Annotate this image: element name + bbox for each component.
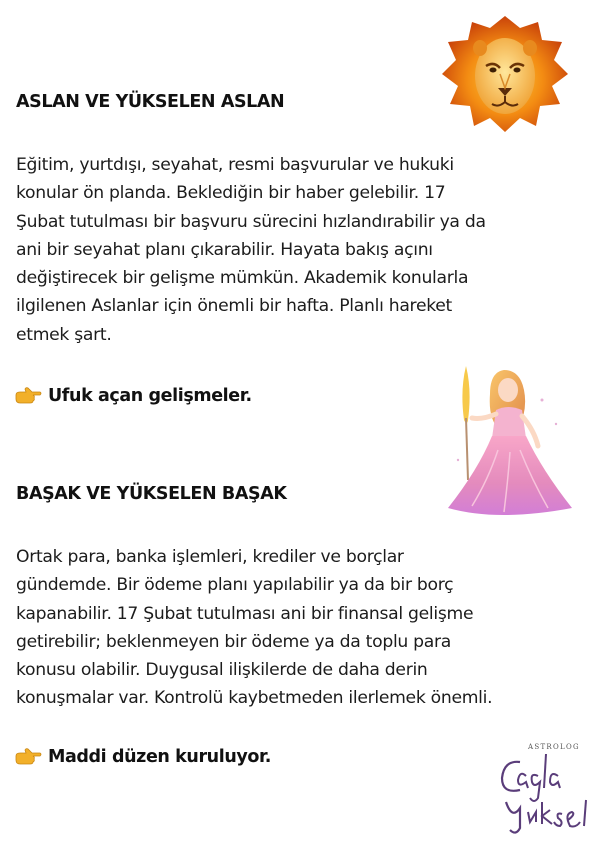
body-line: konusu olabilir. Duygusal ilişkilerde de daha derin — [16, 660, 428, 681]
signature-name: Çağla Yüksel — [540, 836, 548, 837]
body-line: ilgilenen Aslanlar için önemli bir hafta. Planlı hareket — [16, 296, 452, 317]
body-line: konuşmalar var. Kontrolü kaybetmeden ilerlemek önemli. — [16, 688, 493, 709]
body-line: ani bir seyahat planı çıkarabilir. Hayata bakış açını — [16, 239, 433, 260]
body-line: Eğitim, yurtdışı, seyahat, resmi başvurular ve hukuki — [16, 155, 454, 175]
lion-illustration — [440, 14, 570, 134]
body-line: değiştirecek bir gelişme mümkün. Akademik konularla — [16, 268, 469, 289]
highlight-text: Ufuk açan gelişmeler. — [48, 386, 252, 406]
body-line: Şubat tutulması bir başvuru sürecini hızlandırabilir ya da — [16, 211, 486, 232]
section-title-aslan: ASLAN VE YÜKSELEN ASLAN — [16, 92, 285, 112]
body-line: Ortak para, banka işlemleri, krediler ve borçlar — [16, 547, 404, 567]
section-body-basak — [16, 543, 536, 713]
highlight-text: Maddi düzen kuruluyor. — [48, 747, 272, 767]
highlight-basak — [14, 747, 271, 767]
signature-logo — [490, 742, 598, 838]
body-line: kapanabilir. 17 Şubat tutulması ani bir finansal gelişme — [16, 603, 474, 624]
body-line: etmek şart. — [16, 324, 112, 345]
signature-label: ASTROLOG — [528, 743, 580, 751]
section-title-basak: BAŞAK VE YÜKSELEN BAŞAK — [16, 484, 287, 504]
pointing-hand-icon — [14, 387, 42, 405]
body-line: gündemde. Bir ödeme planı yapılabilir ya da bir borç — [16, 575, 454, 596]
highlight-aslan — [14, 386, 252, 406]
body-line: konular ön planda. Beklediğin bir haber gelebilir. 17 — [16, 183, 446, 204]
pointing-hand-icon — [14, 748, 42, 766]
virgo-maiden-illustration — [438, 360, 578, 520]
body-line: getirebilir; beklenmeyen bir ödeme ya da toplu para — [16, 631, 452, 652]
section-body-aslan — [16, 151, 536, 349]
